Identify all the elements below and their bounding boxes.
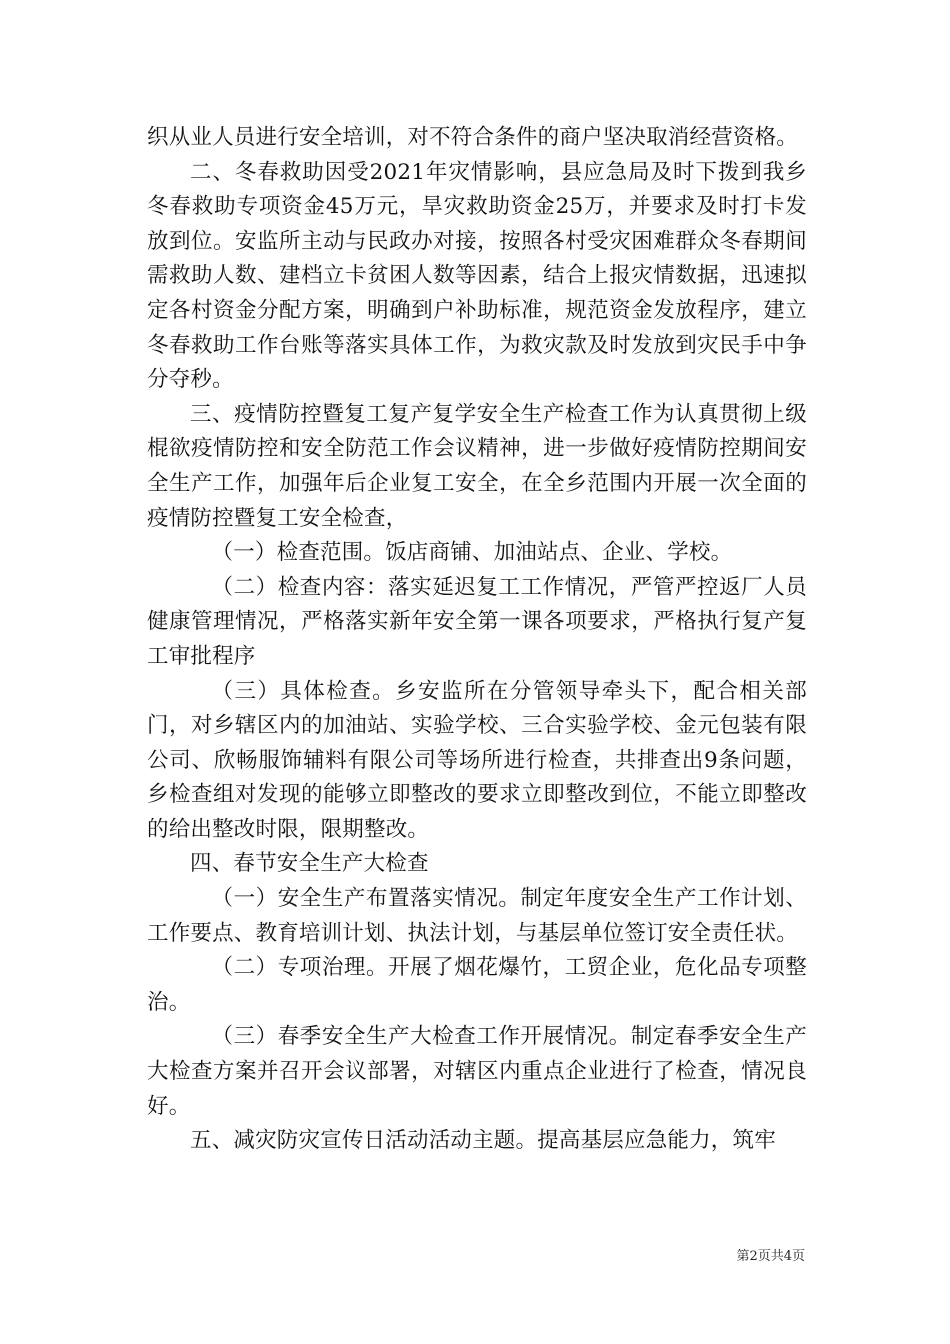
- paragraph-spring-inspection: （三）春季安全生产大检查工作开展情况。制定春季安全生产大检查方案并召开会议部署，对辖区内重点企业进行了检查，情况良好。: [147, 1024, 807, 1119]
- paragraph-special-governance: （二）专项治理。开展了烟花爆竹，工贸企业，危化品专项整治。: [147, 955, 807, 1015]
- paragraph-disaster-reduction-day: 五、减灾防灾宣传日活动活动主题。提高基层应急能力，筑牢: [190, 1128, 776, 1154]
- paragraph-spring-festival-heading: 四、春节安全生产大检查: [190, 851, 429, 877]
- paragraph-continuation: 织从业人员进行安全培训，对不符合条件的商户坚决取消经营资格。: [147, 125, 799, 150]
- paragraph-epidemic-inspection: 三、疫情防控暨复工复产复学安全生产检查工作为认真贯彻上级棍欲疫情防控和安全防范工作会议精神，进一步做好疫情防控期间安全生产工作，加强年后企业复工安全，在全乡范围内开展一次全面的疫情防控暨复工安全检查，: [147, 401, 807, 531]
- page-number-footer: [736, 1245, 805, 1264]
- page-number-label: 第2页共4页: [736, 1249, 805, 1264]
- document-body: [147, 121, 807, 1159]
- paragraph-winter-spring-relief: 二、冬春救助因受2021年灾情影响，县应急局及时下拨到我乡冬春救助专项资金45万元，旱灾救助资金25万，并要求及时打卡发放到位。安监所主动与民政办对接，按照各村受灾困难群众冬春期间需救助人数、建档立卡贫困人数等因素，结合上报灾情数据，迅速拟定各村资金分配方案，明确到户补助标准，规范资金发放程序，建立冬春救助工作台账等落实具体工作，为救灾款及时发放到灾民手中争分夺秒。: [147, 159, 807, 393]
- paragraph-inspection-content: （二）检查内容：落实延迟复工工作情况，严管严控返厂人员健康管理情况，严格落实新年安全第一课各项要求，严格执行复产复工审批程序: [147, 574, 807, 669]
- paragraph-specific-inspection: （三）具体检查。乡安监所在分管领导牵头下，配合相关部门，对乡辖区内的加油站、实验学校、三合实验学校、金元包装有限公司、欣畅服饰辅料有限公司等场所进行检查，共排查出9条问题，乡检查组对发现的能够立即整改的要求立即整改到位，不能立即整改的给出整改时限，限期整改。: [147, 678, 807, 842]
- paragraph-safety-deployment: （一）安全生产布置落实情况。制定年度安全生产工作计划、工作要点、教育培训计划、执法计划，与基层单位签订安全责任状。: [147, 886, 807, 946]
- paragraph-inspection-scope: （一）检查范围。饭店商铺、加油站点、企业、学校。: [211, 540, 733, 566]
